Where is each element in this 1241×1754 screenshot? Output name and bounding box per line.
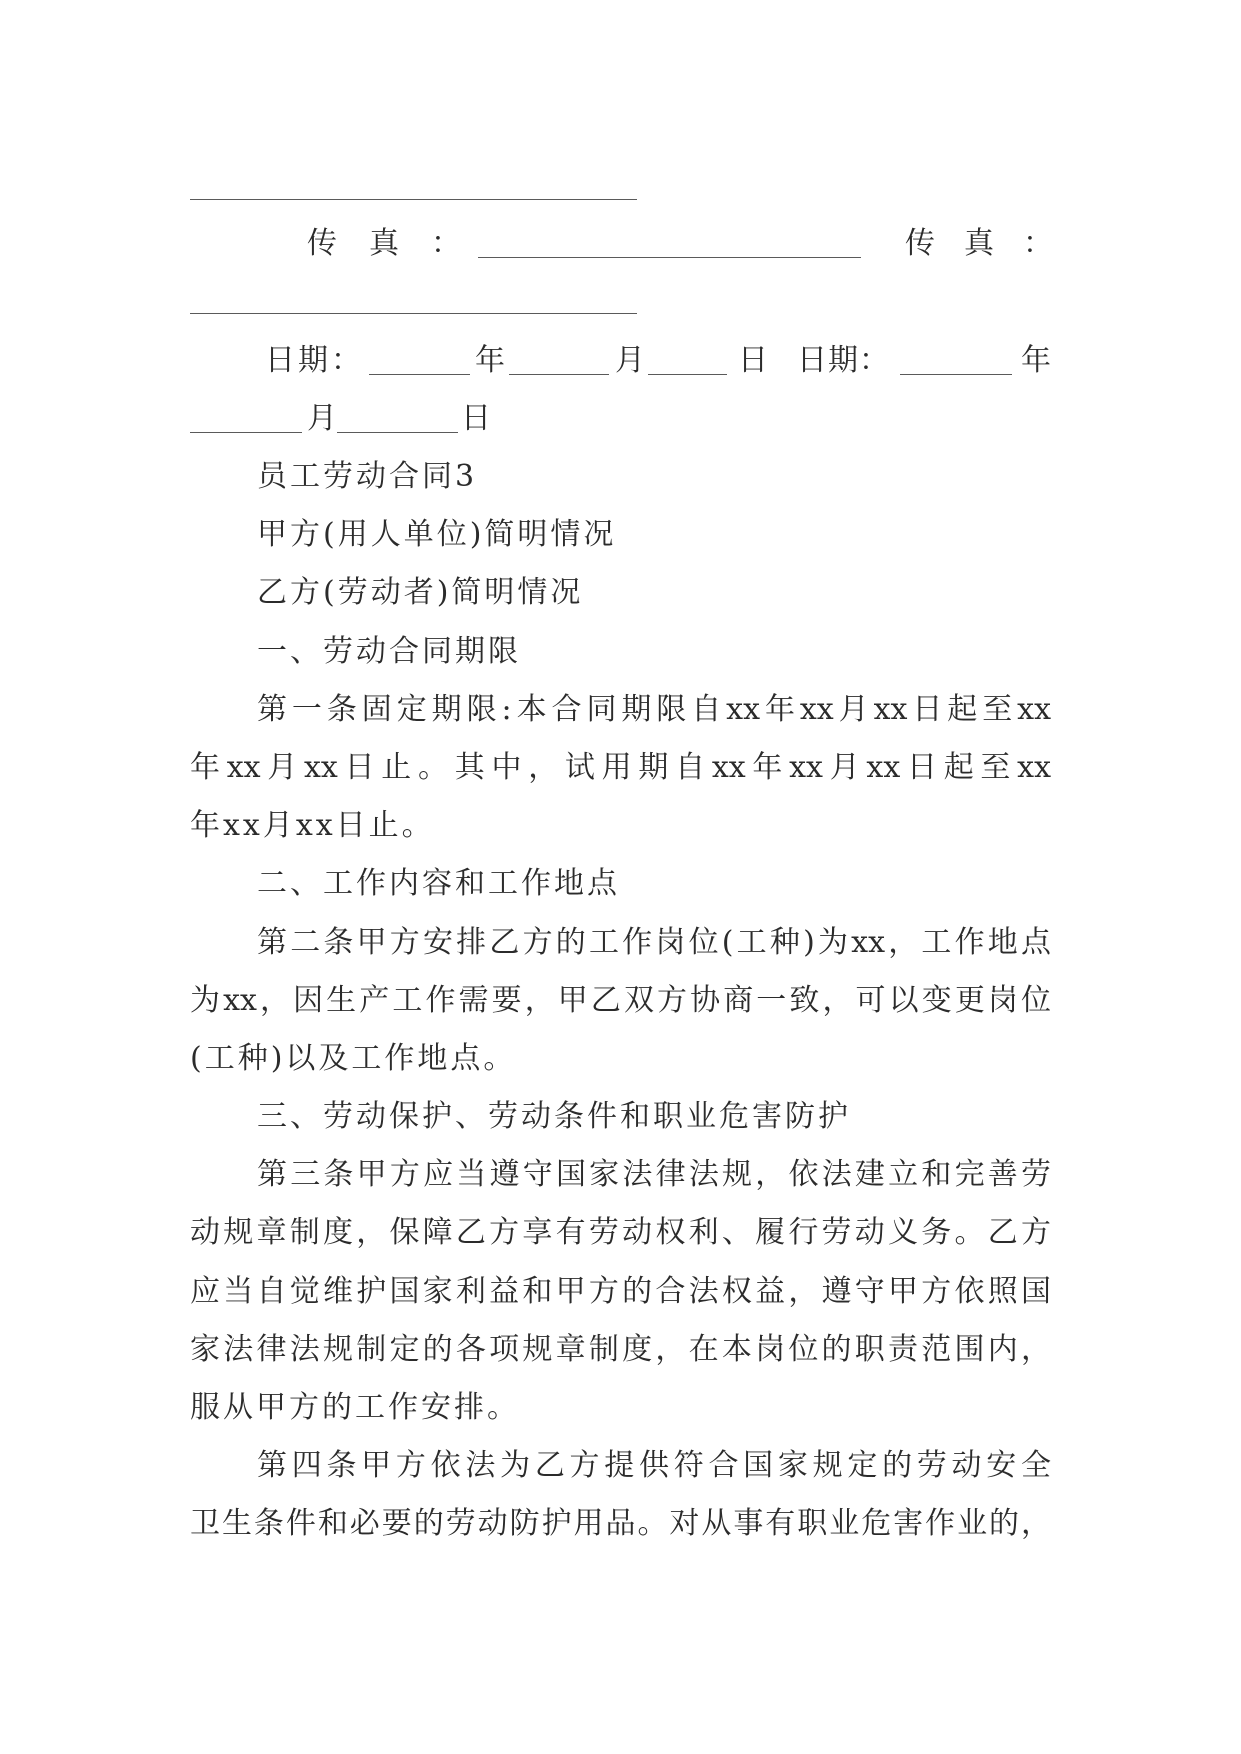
article-line: 年xx月xx日止。	[190, 808, 435, 844]
date-label-right: 日期：	[797, 343, 890, 378]
article-line: 第二条甲方安排乙方的工作岗位(工种)为xx，工作地点	[257, 924, 1051, 960]
party-b-heading: 乙方(劳动者)简明情况	[257, 575, 584, 611]
contract-title: 员工劳动合同3	[257, 459, 478, 494]
article-line: 应当自觉维护国家利益和甲方的合法权益，遵守甲方依照国	[190, 1273, 1051, 1309]
blank-underline	[190, 199, 637, 200]
article-line: 年xx月xx日止。其中，试用期自xx年xx月xx日起至xx	[190, 749, 1051, 785]
article-line: 服从甲方的工作安排。	[190, 1390, 520, 1425]
month-blank-underline	[190, 432, 302, 433]
fax-label-left: 传真：	[307, 226, 493, 261]
section-heading: 一、劳动合同期限	[257, 633, 521, 669]
month-blank-underline	[509, 374, 609, 375]
year-label: 年	[1021, 343, 1051, 378]
article-line: 第三条甲方应当遵守国家法律法规，依法建立和完善劳	[257, 1157, 1051, 1193]
fax-label-right: 传真：	[905, 226, 1082, 261]
blank-underline	[190, 313, 637, 314]
day-blank-underline	[337, 432, 458, 433]
year-blank-underline	[900, 374, 1012, 375]
article-line: 第一条固定期限:本合同期限自xx年xx月xx日起至xx	[257, 691, 1051, 727]
month-label: 月	[615, 343, 645, 378]
article-line: 家法律法规制定的各项规章制度，在本岗位的职责范围内，	[190, 1331, 1051, 1367]
article-line: 卫生条件和必要的劳动防护用品。对从事有职业危害作业的，	[190, 1506, 1051, 1542]
year-blank-underline	[369, 374, 470, 375]
month-label: 月	[307, 401, 337, 436]
section-heading: 三、劳动保护、劳动条件和职业危害防护	[257, 1099, 851, 1135]
party-a-heading: 甲方(用人单位)简明情况	[257, 517, 617, 553]
date-label-left: 日期：	[265, 343, 364, 378]
day-blank-underline	[648, 374, 727, 375]
year-label: 年	[475, 343, 505, 378]
fax-blank-underline	[478, 257, 861, 258]
contract-body	[190, 448, 1051, 1554]
article-line: (工种)以及工作地点。	[190, 1040, 517, 1076]
article-line: 为xx，因生产工作需要，甲乙双方协商一致，可以变更岗位	[190, 982, 1051, 1018]
day-label: 日	[738, 343, 768, 378]
section-heading: 二、工作内容和工作地点	[257, 866, 620, 902]
article-line: 第四条甲方依法为乙方提供符合国家规定的劳动安全	[257, 1448, 1051, 1484]
day-label: 日	[461, 401, 491, 436]
article-line: 动规章制度，保障乙方享有劳动权利、履行劳动义务。乙方	[190, 1215, 1051, 1251]
